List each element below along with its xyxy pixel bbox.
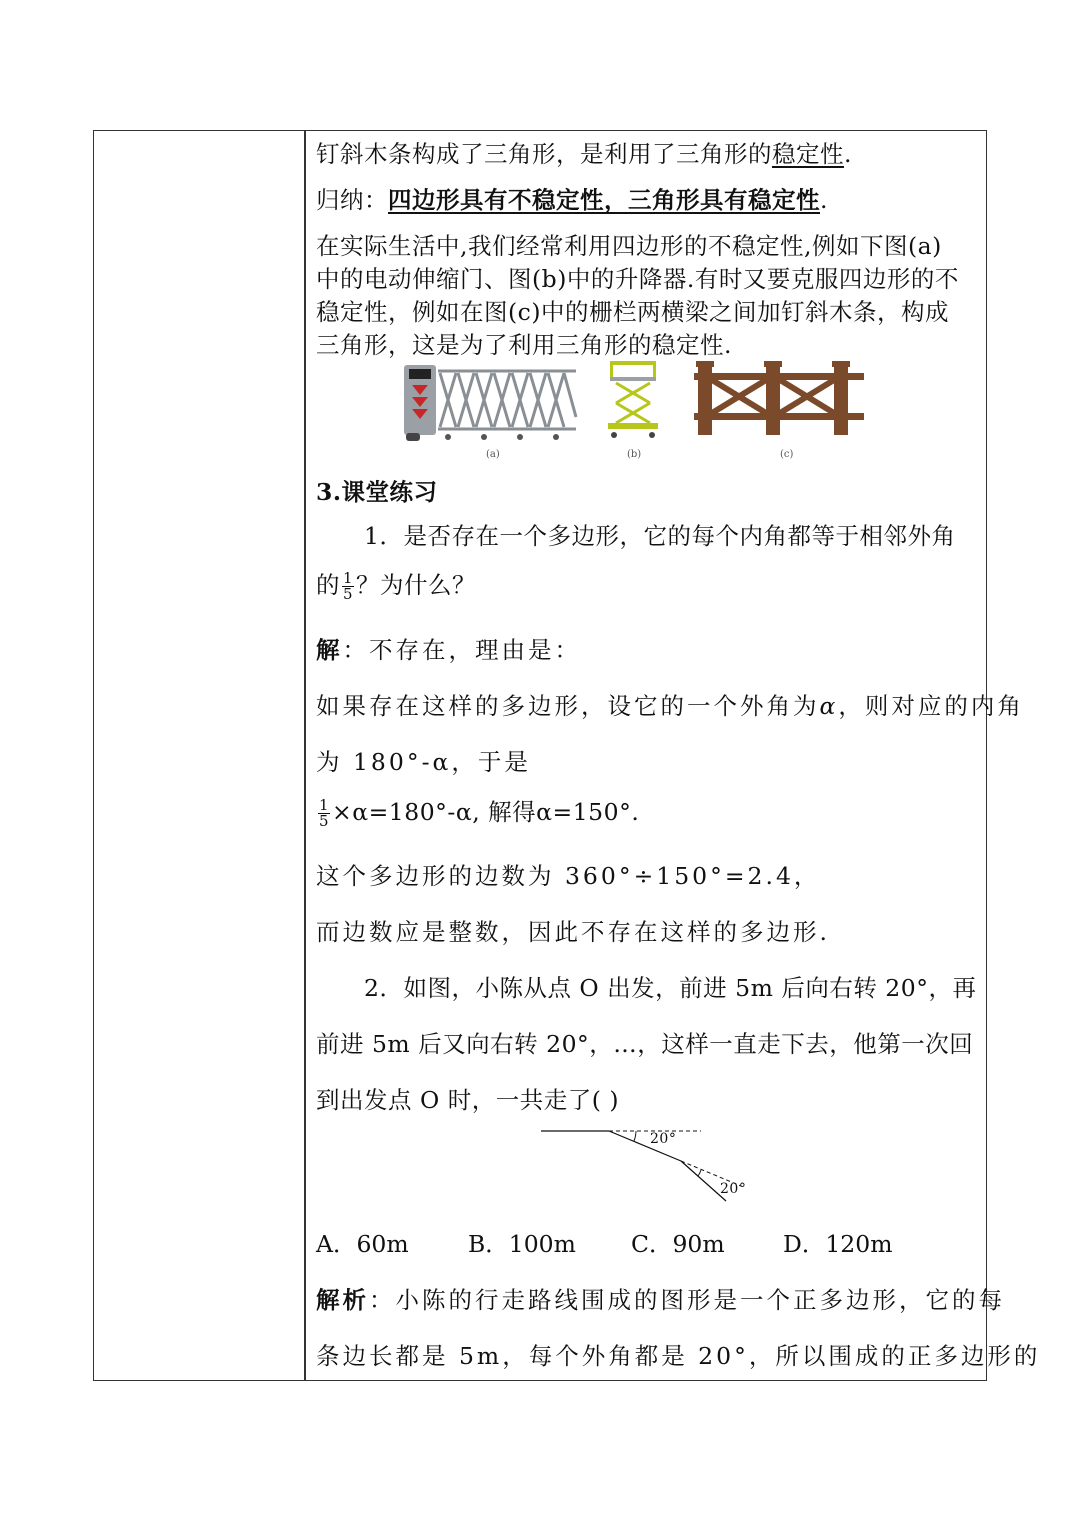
fraction-numerator: 1 (319, 796, 330, 814)
analysis-line-2: 条边长都是 5m，每个外角都是 20°，所以围成的正多边形的 (316, 1342, 1041, 1370)
paragraph-line-2: 中的电动伸缩门、图(b)中的升降器.有时又要克服四边形的不 (316, 265, 959, 293)
section-heading: 3.课堂练习 (316, 478, 438, 506)
figure-caption-a: (a) (486, 449, 500, 460)
text: ：小陈的行走路线围成的图形是一个正多边形，它的每 (369, 1286, 1005, 1314)
lesson-table (93, 130, 1041, 1381)
text-line-1 (316, 135, 852, 169)
option-d: D．120m (783, 1230, 893, 1258)
telescopic-gate-image (404, 357, 579, 443)
paragraph-line-3: 稳定性，例如在图(c)中的栅栏两横梁之间加钉斜木条，构成 (316, 298, 949, 326)
figure-caption-c: (c) (780, 449, 794, 460)
content-cell (316, 131, 1041, 1380)
underlined-answer: 稳定性 (772, 140, 844, 168)
solution-line-2 (316, 687, 1024, 721)
fraction-denominator: 5 (319, 812, 330, 830)
figures-row (404, 357, 884, 463)
text: 的 (316, 571, 340, 599)
fraction (318, 798, 330, 829)
analysis-line-1 (316, 1281, 1005, 1315)
text: . (844, 140, 852, 168)
summary-text: 四边形具有不稳定性，三角形具有稳定性 (388, 186, 820, 214)
fraction-denominator: 5 (343, 585, 354, 603)
solution-line-6: 而边数应是整数，因此不存在这样的多边形. (316, 918, 830, 946)
option-a: A．60m (316, 1230, 409, 1258)
text: ×α=180°-α, 解得α=150°. (332, 798, 640, 826)
angle-label-2: 20° (720, 1181, 747, 1197)
analysis-label: 解析 (316, 1286, 369, 1314)
text: ？为什么？ (356, 571, 477, 599)
question-2-line-1: 2．如图，小陈从点 O 出发，前进 5m 后向右转 20°，再 (364, 974, 977, 1002)
paragraph-line-1: 在实际生活中,我们经常利用四边形的不稳定性,例如下图(a) (316, 232, 942, 260)
fraction-numerator: 1 (343, 569, 354, 587)
solution-line-4 (316, 793, 639, 829)
question-1-line-1: 1．是否存在一个多边形，它的每个内角都等于相邻外角 (364, 522, 956, 550)
text: 如果存在这样的多边形，设它的一个外角为 (316, 692, 820, 720)
solution-line-1 (316, 631, 581, 665)
question-2-line-2: 前进 5m 后又向右转 20°，…，这样一直走下去，他第一次回 (316, 1030, 974, 1058)
text: ：不存在，理由是： (342, 636, 581, 664)
figure-caption-b: (b) (627, 449, 642, 460)
option-c: C．90m (631, 1230, 725, 1258)
paragraph-line-4: 三角形，这是为了利用三角形的稳定性. (316, 331, 732, 359)
summary-line (316, 181, 828, 215)
solution-line-3: 为 180°-α，于是 (316, 748, 531, 776)
text: . (820, 186, 828, 214)
solution-label: 解 (316, 636, 343, 664)
column-divider (304, 131, 306, 1380)
scissor-lift-image (604, 357, 664, 443)
question-1-line-2 (316, 566, 476, 602)
question-2-line-3: 到出发点 O 时，一共走了( ) (316, 1086, 620, 1114)
solution-line-5: 这个多边形的边数为 360°÷150°=2.4， (316, 862, 821, 890)
summary-label: 归纳： (316, 186, 388, 214)
option-b: B．100m (468, 1230, 576, 1258)
wooden-fence-image (694, 357, 864, 443)
angle-label-1: 20° (650, 1131, 677, 1147)
fraction (342, 571, 354, 602)
text: ，则对应的内角 (838, 692, 1024, 720)
text: 钉斜木条构成了三角形，是利用了三角形的 (316, 140, 772, 168)
alpha-symbol: α (819, 692, 839, 720)
